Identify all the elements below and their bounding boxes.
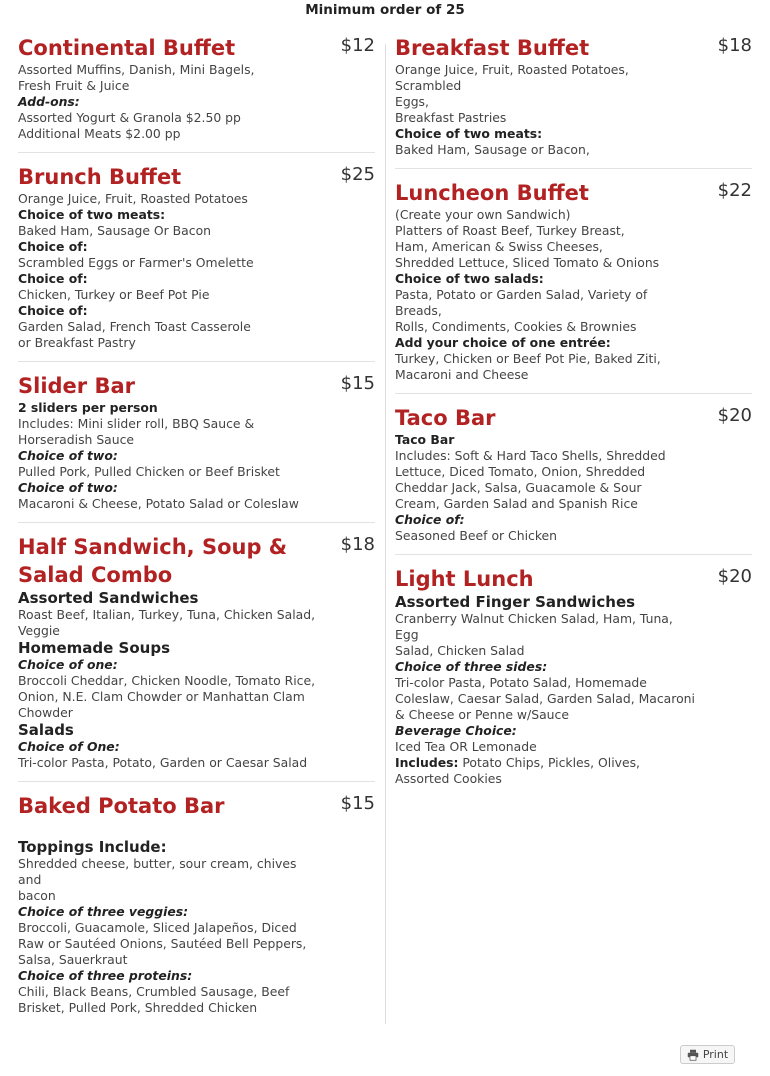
menu-description: Shredded Lettuce, Sliced Tomato & Onions bbox=[395, 255, 660, 270]
menu-subheading: Assorted Sandwiches bbox=[18, 589, 199, 607]
menu-description: Horseradish Sauce bbox=[18, 432, 135, 447]
menu-description: Salsa, Sauerkraut bbox=[18, 952, 128, 967]
menu-item-price: $15 bbox=[340, 373, 375, 394]
menu-description: Fresh Fruit & Juice bbox=[18, 78, 130, 93]
menu-item-title: Taco Bar bbox=[395, 406, 496, 430]
menu-label: Choice of: bbox=[18, 271, 88, 286]
menu-description: Eggs, bbox=[395, 94, 429, 109]
menu-description: Macaroni and Cheese bbox=[395, 367, 529, 382]
menu-description: Broccoli, Guacamole, Sliced Jalapeños, Diced bbox=[18, 920, 297, 935]
menu-description: Lettuce, Diced Tomato, Onion, Shredded bbox=[395, 464, 646, 479]
menu-description: Veggie bbox=[18, 623, 60, 638]
menu-description: Turkey, Chicken or Beef Pot Pie, Baked Ziti, bbox=[395, 351, 661, 366]
print-label: Print bbox=[702, 1048, 729, 1061]
menu-item-title: Slider Bar bbox=[18, 374, 135, 398]
menu-item-price: $15 bbox=[340, 793, 375, 814]
menu-description: Onion, N.E. Clam Chowder or Manhattan Clam bbox=[18, 689, 305, 704]
menu-subheading: Homemade Soups bbox=[18, 639, 170, 657]
menu-description: Broccoli Cheddar, Chicken Noodle, Tomato Rice, bbox=[18, 673, 316, 688]
menu-description: Shredded cheese, butter, sour cream, chives and bbox=[18, 856, 297, 887]
menu-item-price: $18 bbox=[340, 534, 375, 555]
menu-description: Pasta, Potato or Garden Salad, Variety of Breads, bbox=[395, 287, 648, 318]
menu-item-title: Light Lunch bbox=[395, 567, 534, 591]
menu-item-title: Half Sandwich, Soup & Salad Combo bbox=[18, 535, 288, 587]
menu-subheading: Assorted Finger Sandwiches bbox=[395, 593, 636, 611]
menu-description: Chicken, Turkey or Beef Pot Pie bbox=[18, 287, 210, 302]
menu-description: Pulled Pork, Pulled Chicken or Beef Brisket bbox=[18, 464, 280, 479]
menu-description: Brisket, Pulled Pork, Shredded Chicken bbox=[18, 1000, 258, 1015]
menu-description: Assorted Cookies bbox=[395, 771, 502, 786]
menu-label: Choice of two: bbox=[18, 480, 118, 495]
menu-description: Coleslaw, Caesar Salad, Garden Salad, Macaroni bbox=[395, 691, 695, 706]
menu-label bbox=[395, 755, 752, 771]
menu-description: Cranberry Walnut Chicken Salad, Ham, Tuna, Egg bbox=[395, 611, 673, 642]
menu-description: & Cheese or Penne w/Sauce bbox=[395, 707, 569, 722]
menu-description: Scrambled Eggs or Farmer's Omelette bbox=[18, 255, 254, 270]
column-divider bbox=[385, 44, 386, 1024]
menu-item-price: $12 bbox=[340, 35, 375, 56]
menu-label: Choice of: bbox=[18, 303, 88, 318]
menu-item bbox=[18, 372, 375, 523]
menu-label: Choice of two: bbox=[18, 448, 118, 463]
menu-description: Breakfast Pastries bbox=[395, 110, 507, 125]
printer-icon bbox=[687, 1049, 699, 1061]
menu-item bbox=[18, 533, 375, 782]
menu-description: Rolls, Condiments, Cookies & Brownies bbox=[395, 319, 637, 334]
menu-description: Assorted Muffins, Danish, Mini Bagels, bbox=[18, 62, 255, 77]
menu-item-title: Continental Buffet bbox=[18, 36, 236, 60]
menu-description: (Create your own Sandwich) bbox=[395, 207, 571, 222]
menu-item-title: Brunch Buffet bbox=[18, 165, 182, 189]
menu-label: Taco Bar bbox=[395, 432, 455, 447]
menu-label: Choice of three proteins: bbox=[18, 968, 193, 983]
menu-description: Cheddar Jack, Salsa, Guacamole & Sour bbox=[395, 480, 642, 495]
menu-label: Choice of three veggies: bbox=[18, 904, 189, 919]
menu-description: Iced Tea OR Lemonade bbox=[395, 739, 537, 754]
menu-label: Add-ons: bbox=[18, 94, 80, 109]
menu-description: Includes: Mini slider roll, BBQ Sauce & bbox=[18, 416, 255, 431]
menu-label: Choice of two meats: bbox=[18, 207, 166, 222]
menu-label: Choice of: bbox=[18, 239, 88, 254]
menu-description: Orange Juice, Fruit, Roasted Potatoes bbox=[18, 191, 248, 206]
menu-item bbox=[395, 34, 752, 169]
menu-description: Potato Chips, Pickles, Olives, bbox=[458, 755, 640, 770]
menu-label: Choice of: bbox=[395, 512, 465, 527]
menu-description: Roast Beef, Italian, Turkey, Tuna, Chicken Salad, bbox=[18, 607, 316, 622]
menu-description: Macaroni & Cheese, Potato Salad or Coleslaw bbox=[18, 496, 299, 511]
minimum-order-heading: Minimum order of 25 bbox=[305, 2, 465, 18]
menu-item-price: $18 bbox=[717, 35, 752, 56]
print-button[interactable] bbox=[680, 1045, 735, 1064]
menu-description: Raw or Sautéed Onions, Sautéed Bell Peppers, bbox=[18, 936, 307, 951]
menu-item-price: $22 bbox=[717, 180, 752, 201]
menu-subheading: Salads bbox=[18, 721, 74, 739]
menu-label: Add your choice of one entrée: bbox=[395, 335, 611, 350]
menu-subheading: Toppings Include: bbox=[18, 838, 167, 856]
menu-label: Choice of two meats: bbox=[395, 126, 543, 141]
menu-description: Baked Ham, Sausage or Bacon, bbox=[395, 142, 590, 157]
menu-column-left bbox=[18, 34, 375, 1036]
menu-item bbox=[395, 179, 752, 394]
menu-description: Seasoned Beef or Chicken bbox=[395, 528, 558, 543]
menu-item-title: Luncheon Buffet bbox=[395, 181, 589, 205]
menu-label: Choice of three sides: bbox=[395, 659, 548, 674]
menu-description: Assorted Yogurt & Granola $2.50 pp bbox=[18, 110, 241, 125]
menu-description: Additional Meats $2.00 pp bbox=[18, 126, 181, 141]
menu-item-price: $20 bbox=[717, 566, 752, 587]
menu-item bbox=[18, 34, 375, 153]
menu-label: 2 sliders per person bbox=[18, 400, 158, 415]
menu-description: Tri-color Pasta, Potato Salad, Homemade bbox=[395, 675, 647, 690]
menu-description: Cream, Garden Salad and Spanish Rice bbox=[395, 496, 638, 511]
menu-description: Includes: Soft & Hard Taco Shells, Shredded bbox=[395, 448, 666, 463]
menu-description: Salad, Chicken Salad bbox=[395, 643, 525, 658]
menu-description: Ham, American & Swiss Cheeses, bbox=[395, 239, 603, 254]
menu-description: Platters of Roast Beef, Turkey Breast, bbox=[395, 223, 625, 238]
menu-description: Chowder bbox=[18, 705, 73, 720]
menu-description: or Breakfast Pastry bbox=[18, 335, 136, 350]
menu-description: Baked Ham, Sausage Or Bacon bbox=[18, 223, 212, 238]
menu-label: Choice of One: bbox=[18, 739, 120, 754]
menu-column-right bbox=[395, 34, 752, 807]
menu-item bbox=[395, 404, 752, 555]
menu-description: bacon bbox=[18, 888, 56, 903]
menu-label: Includes: bbox=[395, 755, 459, 770]
menu-label: Choice of two salads: bbox=[395, 271, 544, 286]
menu-item-title: Breakfast Buffet bbox=[395, 36, 590, 60]
menu-description: Tri-color Pasta, Potato, Garden or Caesar Salad bbox=[18, 755, 308, 770]
menu-item-title: Baked Potato Bar bbox=[18, 794, 225, 818]
menu-description: Orange Juice, Fruit, Roasted Potatoes, Scrambled bbox=[395, 62, 629, 93]
menu-item bbox=[395, 565, 752, 797]
menu-item-price: $20 bbox=[717, 405, 752, 426]
menu-description: Garden Salad, French Toast Casserole bbox=[18, 319, 251, 334]
menu-description: Chili, Black Beans, Crumbled Sausage, Beef bbox=[18, 984, 290, 999]
menu-label: Choice of one: bbox=[18, 657, 118, 672]
spacer bbox=[18, 820, 375, 838]
menu-item bbox=[18, 163, 375, 362]
menu-item bbox=[18, 792, 375, 1026]
menu-label: Beverage Choice: bbox=[395, 723, 517, 738]
menu-item-price: $25 bbox=[340, 164, 375, 185]
